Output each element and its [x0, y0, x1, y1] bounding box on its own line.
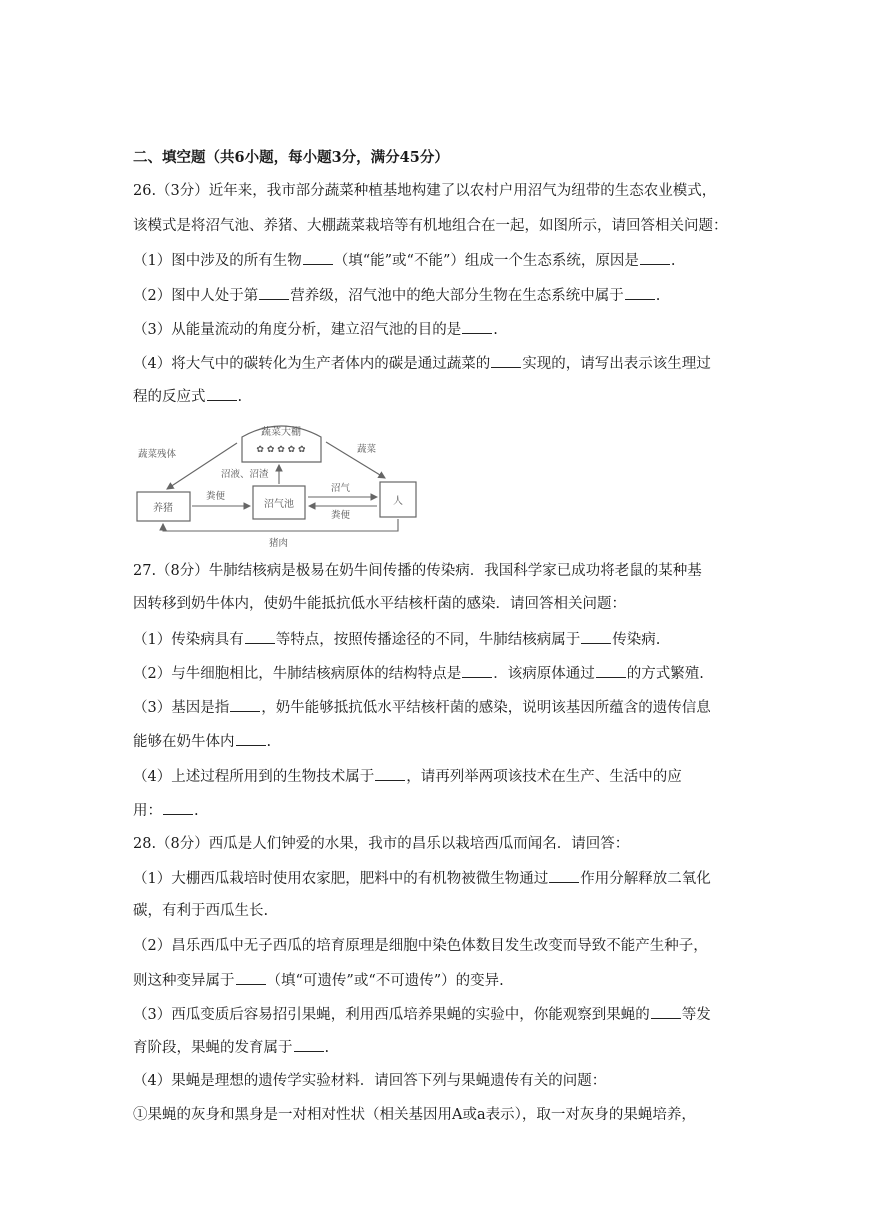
text: （3）基因是指 — [133, 700, 230, 716]
q28-intro: 28.（8分）西瓜是人们钟爱的水果，我市的昌乐以栽培西瓜而闻名．请回答： — [133, 836, 630, 852]
q26-part4 — [133, 353, 711, 374]
text: 作用分解释放二氧化 — [580, 871, 711, 887]
q27-part4 — [133, 766, 682, 787]
veg-arrow — [326, 442, 385, 478]
text: 能够在奶牛体内 — [133, 734, 235, 750]
text: 程的反应式 — [133, 389, 206, 405]
answer-blank[interactable] — [207, 386, 237, 401]
text: 用： — [133, 803, 162, 819]
greenhouse-label: 蔬菜大棚 — [261, 427, 301, 438]
text: 等发 — [681, 1007, 711, 1023]
text: ．该病原体通过 — [493, 666, 595, 682]
q26-part2 — [133, 285, 660, 306]
q28-part2-cont — [133, 970, 504, 991]
answer-blank[interactable] — [462, 663, 492, 678]
q28-part3 — [133, 1004, 711, 1025]
answer-blank[interactable] — [581, 629, 611, 644]
answer-blank[interactable] — [640, 250, 670, 265]
section-title: 二、填空题（共6小题，每小题3分，满分45分） — [133, 149, 449, 166]
text: 育阶段，果蝇的发育属于 — [133, 1040, 293, 1056]
text: . — [493, 322, 498, 338]
answer-blank[interactable] — [163, 800, 193, 815]
q28-part5: ①果蝇的灰身和黑身是一对相对性状（相关基因用A或a表示），取一对灰身的果蝇培养， — [133, 1107, 696, 1123]
answer-blank[interactable] — [596, 663, 626, 678]
q27-part3 — [133, 697, 711, 718]
q28-part2: （2）昌乐西瓜中无子西瓜的培育原理是细胞中染色体数目发生改变而导致不能产生种子， — [133, 938, 708, 954]
answer-blank[interactable] — [230, 697, 260, 712]
q28-part1 — [133, 868, 711, 889]
text: . — [324, 1040, 330, 1056]
text: （2）图中人处于第 — [133, 288, 259, 304]
text: ，请再列举两项该技术在生产、生活中的应 — [406, 769, 682, 785]
text: 的方式繁殖. — [626, 666, 704, 682]
text: （填“能”或“不能”）组成一个生态系统，原因是 — [333, 253, 639, 269]
slurry-arrow-label: 沼液、沼渣 — [221, 469, 269, 480]
text: . — [266, 734, 272, 750]
residue-arrow-label: 蔬菜残体 — [138, 449, 177, 460]
q27-part3-cont — [133, 731, 271, 752]
biogas-label: 沼气池 — [264, 499, 294, 510]
q27-part4-cont — [133, 800, 199, 821]
q26-intro-line2: 该模式是将沼气池、养猪、大棚蔬菜栽培等有机地组合在一起，如图所示，请回答相关问题： — [133, 218, 728, 234]
text: . — [670, 253, 676, 269]
answer-blank[interactable] — [625, 285, 655, 300]
text: . — [237, 389, 243, 405]
q27-part1 — [133, 629, 660, 650]
q27-intro-line2: 因转移到奶牛体内，使奶牛能抵抗低水平结核杆菌的感染．请回答相关问题： — [133, 596, 626, 612]
text: 等特点，按照传播途径的不同，牛肺结核病属于 — [275, 632, 581, 648]
text: 营养级，沼气池中的绝大部分生物在生态系统中属于 — [290, 288, 624, 304]
q26-part1 — [133, 250, 676, 271]
text: （4）上述过程所用到的生物技术属于 — [133, 769, 375, 785]
manure-arrow-pig-label: 粪便 — [206, 491, 226, 502]
answer-blank[interactable] — [375, 766, 405, 781]
answer-blank[interactable] — [651, 1004, 681, 1019]
q27-intro-line1: 27.（8分）牛肺结核病是极易在奶牛间传播的传染病．我国科学家已成功将老鼠的某种基 — [133, 563, 702, 579]
manure-arrow-human-label: 粪便 — [331, 510, 351, 521]
text: . — [655, 288, 661, 304]
answer-blank[interactable] — [259, 285, 289, 300]
q28-part4: （4）果蝇是理想的遗传学实验材料．请回答下列与果蝇遗传有关的问题： — [133, 1073, 607, 1089]
answer-blank[interactable] — [303, 250, 333, 265]
pork-arrow — [163, 519, 398, 531]
ecosystem-diagram — [133, 415, 418, 550]
q28-part3-cont — [133, 1037, 329, 1058]
text: ，奶牛能够抵抗低水平结核杆菌的感染，说明该基因所蕴含的遗传信息 — [261, 700, 711, 716]
gas-arrow-label: 沼气 — [331, 483, 351, 494]
answer-blank[interactable] — [491, 353, 521, 368]
text: （3）从能量流动的角度分析，建立沼气池的目的是 — [133, 322, 462, 338]
human-label: 人 — [393, 496, 403, 507]
text: 实现的，请写出表示该生理过 — [522, 356, 711, 372]
text: （3）西瓜变质后容易招引果蝇，利用西瓜培养果蝇的实验中，你能观察到果蝇的 — [133, 1007, 650, 1023]
answer-blank[interactable] — [236, 731, 266, 746]
answer-blank[interactable] — [245, 629, 275, 644]
text: . — [194, 803, 199, 819]
q26-part4-cont — [133, 386, 242, 407]
answer-blank[interactable] — [236, 970, 266, 985]
q26-intro-line1: 26.（3分）近年来，我市部分蔬菜种植基地构建了以农村户用沼气为纽带的生态农业模式， — [133, 183, 717, 199]
veg-arrow-label: 蔬菜 — [357, 444, 377, 455]
answer-blank[interactable] — [294, 1037, 324, 1052]
residue-arrow — [167, 443, 237, 489]
text: （1）图中涉及的所有生物 — [133, 253, 302, 269]
pig-label: 养猪 — [153, 503, 173, 514]
answer-blank[interactable] — [549, 868, 579, 883]
q26-part3 — [133, 319, 498, 340]
text: （4）将大气中的碳转化为生产者体内的碳是通过蔬菜的 — [133, 356, 491, 372]
q27-part2 — [133, 663, 704, 684]
text: （填“可遗传”或“不可遗传”）的变异. — [266, 973, 504, 989]
text: 传染病. — [612, 632, 661, 648]
text: （1）大棚西瓜栽培时使用农家肥，肥料中的有机物被微生物通过 — [133, 871, 549, 887]
pork-arrow-label: 猪肉 — [269, 538, 289, 549]
text: 则这种变异属于 — [133, 973, 235, 989]
answer-blank[interactable] — [462, 319, 492, 334]
text: （2）与牛细胞相比，牛肺结核病原体的结构特点是 — [133, 666, 462, 682]
q28-part1-cont: 碳，有利于西瓜生长. — [133, 903, 269, 919]
plants-icon: ✿ ✿ ✿ ✿ ✿ — [256, 445, 306, 455]
text: （1）传染病具有 — [133, 632, 244, 648]
